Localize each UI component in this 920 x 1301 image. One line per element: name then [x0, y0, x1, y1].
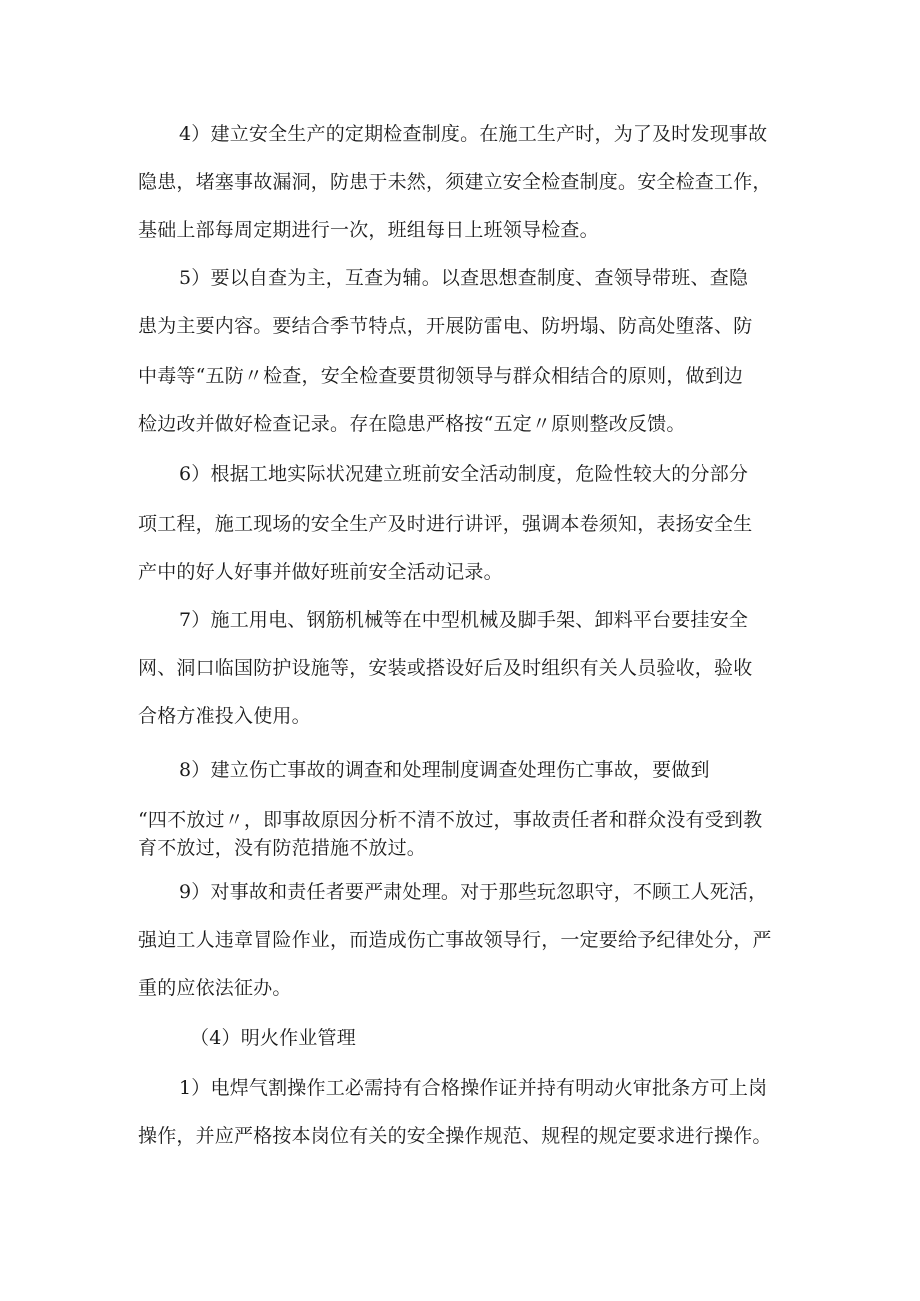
paragraph-line: 4）建立安全生产的定期检查制度。在施工生产时，为了及时发现事故 — [179, 123, 768, 145]
paragraph-line: 检边改并做好检查记录。存在隐患严格按“五定〃原则整改反馈。 — [138, 413, 686, 435]
paragraph-line: 合格方准投入使用。 — [138, 705, 311, 727]
paragraph-line: 中毒等“五防〃检查，安全检查要贯彻领导与群众相结合的原则，做到边 — [138, 365, 744, 387]
paragraph-line: 1）电焊气割操作工必需持有合格操作证并持有明动火审批条方可上岗 — [179, 1077, 768, 1099]
paragraph-line: 操作，并应严格按本岗位有关的安全操作规范、规程的规定要求进行操作。 — [138, 1125, 772, 1147]
paragraph-line: 项工程，施工现场的安全生产及时进行讲评，强调本卷须知，表扬安全生 — [138, 513, 753, 535]
paragraph-line: 重的应依法征办。 — [138, 977, 292, 999]
paragraph-line: 7）施工用电、钢筋机械等在中型机械及脚手架、卸料平台要挂安全 — [179, 609, 749, 631]
paragraph-line: 患为主要内容。要结合季节特点，开展防雷电、防坍塌、防高处堕落、防 — [138, 315, 753, 337]
paragraph-line: 5）要以自查为主，互查为辅。以查思想查制度、查领导带班、查隐 — [179, 267, 749, 289]
paragraph-line: 8）建立伤亡事故的调查和处理制度调查处理伤亡事故，要做到 — [179, 759, 710, 781]
paragraph-line: 强迫工人违章冒险作业，而造成伤亡事故领导行，一定要给予纪律处分，严 — [138, 929, 772, 951]
paragraph-line: 育不放过，没有防范措施不放过。 — [138, 837, 427, 859]
paragraph-line: 隐患，堵塞事故漏洞，防患于未然，须建立安全检查制度。安全检查工作， — [138, 171, 772, 193]
paragraph-line: 基础上部每周定期进行一次，班组每日上班领导检查。 — [138, 219, 599, 241]
paragraph-line: 网、洞口临国防护设施等，安装或搭设好后及时组织有关人员验收，验收 — [138, 657, 753, 679]
paragraph-line: 6）根据工地实际状况建立班前安全活动制度，危险性较大的分部分 — [179, 463, 749, 485]
paragraph-line: 产中的好人好事并做好班前安全活动记录。 — [138, 561, 503, 583]
paragraph-line: “四不放过〃，即事故原因分析不清不放过，事故责任者和群众没有受到教 — [138, 809, 763, 831]
paragraph-line: 9）对事故和责任者要严肃处理。对于那些玩忽职守，不顾工人死活， — [179, 881, 768, 903]
section-heading-text: （4）明火作业管理 — [190, 1027, 356, 1049]
